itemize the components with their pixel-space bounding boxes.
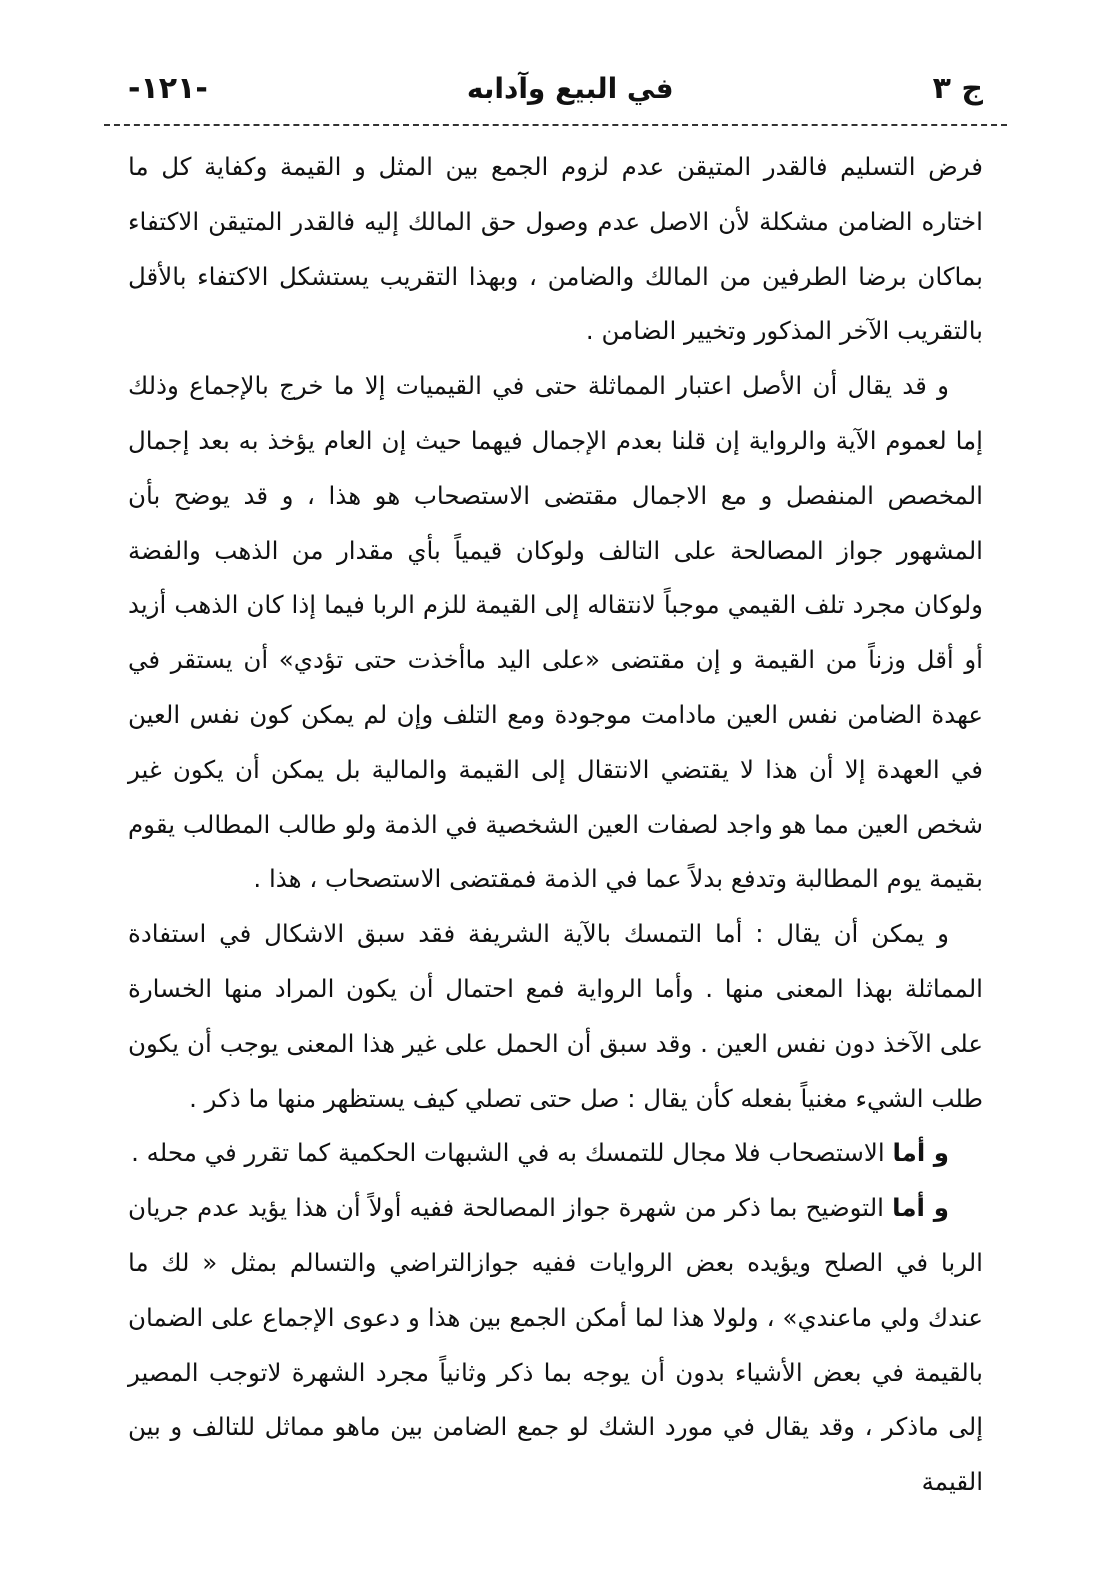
paragraph-text: التوضيح بما ذكر من شهرة جواز المصالحة ففيه أولاً أن هذا يؤيد عدم جريان الربا في الصلح ويؤيده بعض الروايات ففيه جوازالتراضي والتسالم بمثل « لك ما عندك ولي ماعندي» ، ولولا هذا لما أمكن الجمع بين هذا و دعوى الإجماع على الضمان بالقيمة في بعض الأشياء بدون أن يوجه بما ذكر وثانياً مجرد الشهرة لاتوجب المصير إلى ماذكر ، وقد يقال في مورد الشك لو جمع الضامن بين ماهو مماثل للتالف و بين القيمة <box>128 1193 983 1497</box>
page-body <box>128 140 983 1510</box>
paragraph-text: و يمكن أن يقال : أما التمسك بالآية الشريفة فقد سبق الاشكال في استفادة المماثلة بهذا المعنى منها . وأما الرواية فمع احتمال أن يكون المراد منها الخسارة على الآخذ دون نفس العين . وقد سبق أن الحمل على غير هذا المعنى يوجب أن يكون طلب الشيء مغنياً بفعله كأن يقال : صل حتى تصلي كيف يستظهر منها ما ذكر . <box>128 919 983 1113</box>
paragraph-text: الاستصحاب فلا مجال للتمسك به في الشبهات الحكمية كما تقرر في محله . <box>131 1138 893 1168</box>
paragraph-4 <box>128 1126 983 1181</box>
paragraph-lead: و أما <box>892 1193 949 1223</box>
volume-label: ج ٣ <box>932 70 983 106</box>
page-header <box>128 66 983 110</box>
paragraph-1 <box>128 140 983 359</box>
paragraph-text: فرض التسليم فالقدر المتيقن عدم لزوم الجمع بين المثل و القيمة وكفاية كل ما اختاره الضامن مشكلة لأن الاصل عدم وصول حق المالك إليه فالقدر المتيقن الاكتفاء بماكان برضا الطرفين من المالك والضامن ، وبهذا التقريب يستشكل الاكتفاء بالأقل بالتقريب الآخر المذكور وتخيير الضامن . <box>128 152 983 346</box>
paragraph-text: و قد يقال أن الأصل اعتبار المماثلة حتى في القيميات إلا ما خرج بالإجماع وذلك إما لعموم الآية والرواية إن قلنا بعدم الإجمال فيهما حيث إن العام يؤخذ به بعد إجمال المخصص المنفصل و مع الاجمال مقتضى الاستصحاب هو هذا ، و قد يوضح بأن المشهور جواز المصالحة على التالف ولوكان قيمياً بأي مقدار من الذهب والفضة ولوكان مجرد تلف القيمي موجباً لانتقاله إلى القيمة للزم الربا فيما إذا كان الذهب أزيد أو أقل وزناً من القيمة و إن مقتضى «على اليد ماأخذت حتى تؤدي» أن يستقر في عهدة الضامن نفس العين مادامت موجودة ومع التلف وإن لم يمكن كون نفس العين في العهدة إلا أن هذا لا يقتضي الانتقال إلى القيمة والمالية بل يمكن أن يكون غير شخص العين مما هو واجد لصفات العين الشخصية في الذمة ولو طالب المطالب يقوم بقيمة يوم المطالبة وتدفع بدلاً عما في الذمة فمقتضى الاستصحاب ، هذا . <box>128 371 983 894</box>
page-number: -١٢١- <box>128 70 208 106</box>
running-title: في البيع وآدابه <box>466 71 674 105</box>
paragraph-2 <box>128 359 983 907</box>
header-divider <box>104 124 1007 126</box>
paragraph-lead: و أما <box>892 1138 949 1168</box>
paragraph-5 <box>128 1181 983 1510</box>
paragraph-3 <box>128 907 983 1126</box>
